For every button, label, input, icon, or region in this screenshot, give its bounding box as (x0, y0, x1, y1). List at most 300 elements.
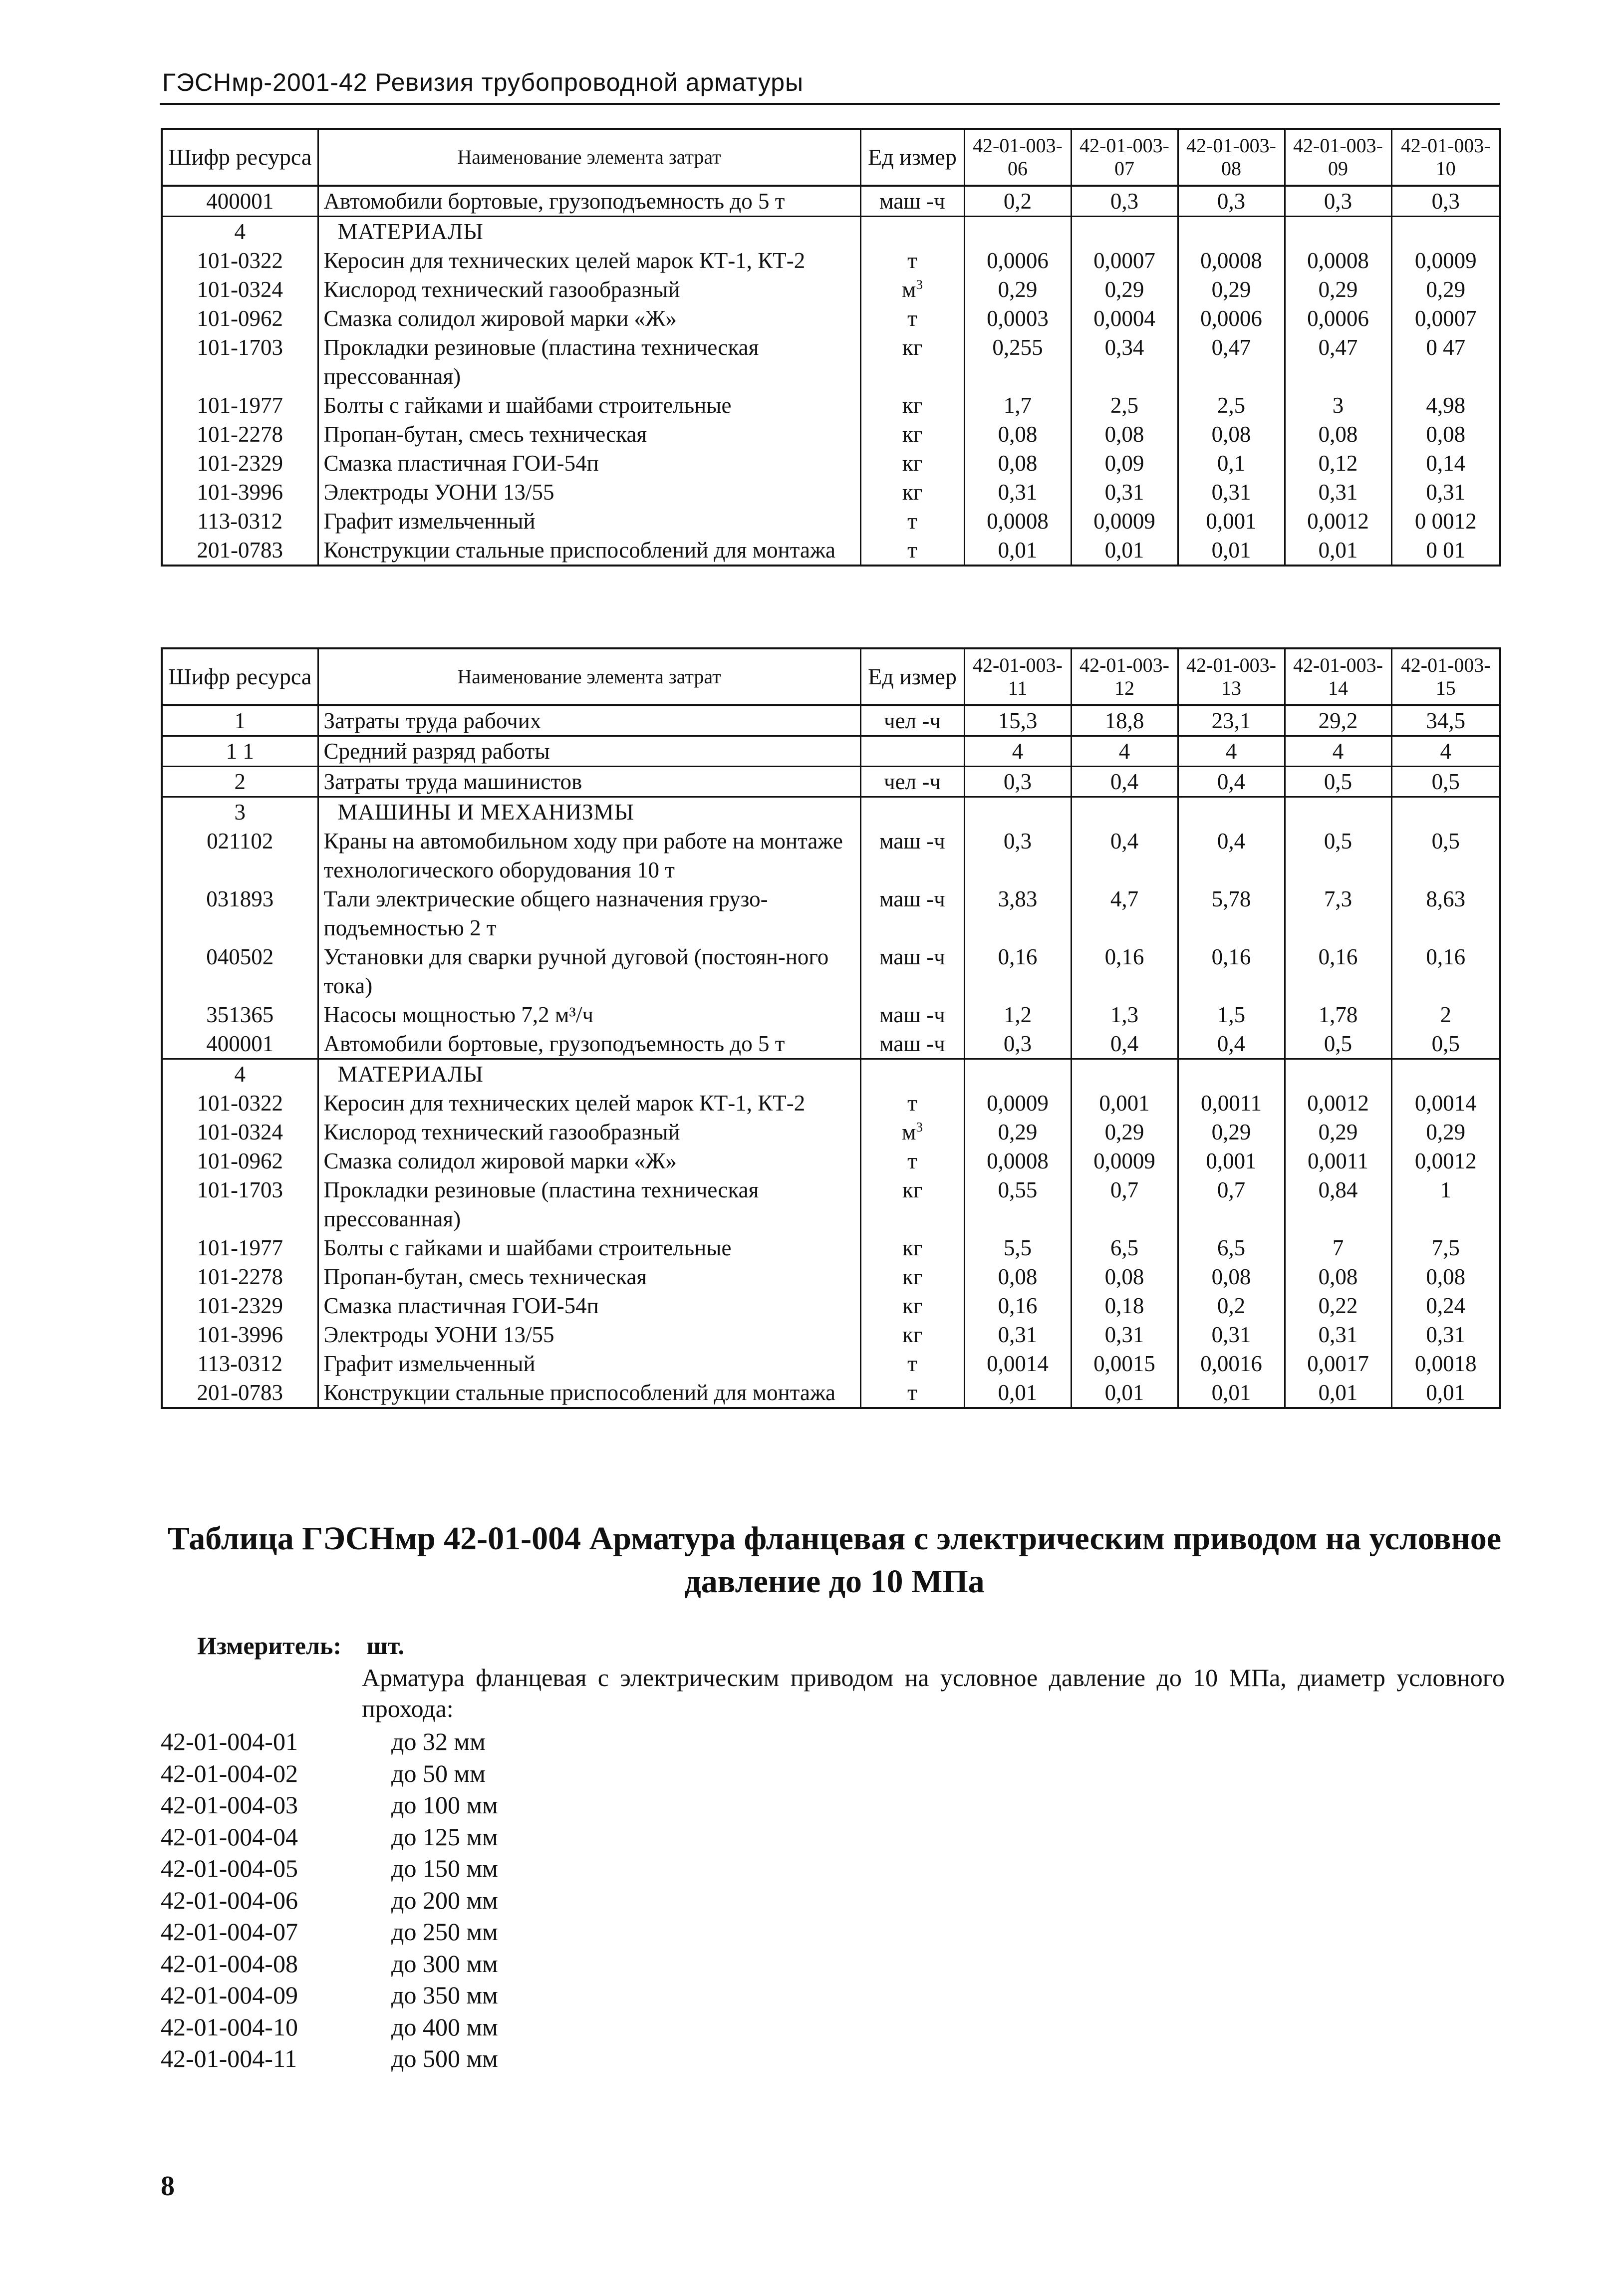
col-header-code: Шифр ресурса (162, 129, 318, 186)
norm-value: 0,01 (1285, 536, 1391, 566)
resource-name: Автомобили бортовые, грузоподъемность до 5 т (318, 1029, 860, 1059)
unit-cell: кг (860, 449, 964, 478)
item-code: 42-01-004-08 (161, 1949, 298, 1978)
empty-cell (1285, 217, 1391, 247)
resource-code: 101-0962 (162, 1146, 318, 1175)
resource-code: 113-0312 (162, 1349, 318, 1378)
norm-value: 0,01 (1285, 1378, 1391, 1408)
table-header-row (162, 648, 1500, 705)
norm-value: 2,5 (1071, 391, 1178, 420)
empty-cell (1071, 797, 1178, 827)
resource-code: 400001 (162, 1029, 318, 1059)
resource-name: Графит измельченный (318, 1349, 860, 1378)
item-row (161, 1726, 498, 1758)
unit-cell: чел -ч (860, 767, 964, 797)
section-code: 3 (162, 797, 318, 827)
resource-code: 101-0322 (162, 246, 318, 275)
resource-name: Смазка пластичная ГОИ-54п (318, 449, 860, 478)
resource-name: Конструкции стальные приспособлений для монтажа (318, 536, 860, 566)
norm-value: 0,255 (964, 333, 1071, 391)
norm-value: 0,3 (1071, 186, 1178, 217)
unit-cell: т (860, 1146, 964, 1175)
norm-value: 0,2 (1178, 1291, 1285, 1320)
norm-value: 34,5 (1391, 705, 1500, 736)
norm-value: 0,0004 (1071, 304, 1178, 333)
col-header-norm: 42-01-003-14 (1285, 648, 1391, 705)
norm-value: 5,78 (1178, 884, 1285, 942)
item-code: 42-01-004-11 (161, 2044, 297, 2072)
norm-value: 0,0006 (1285, 304, 1391, 333)
norm-value: 0,0007 (1071, 246, 1178, 275)
norm-value: 0,4 (1178, 767, 1285, 797)
norm-value: 0,0008 (1285, 246, 1391, 275)
empty-cell (1178, 1059, 1285, 1089)
resource-code: 400001 (162, 186, 318, 217)
unit-cell: кг (860, 333, 964, 391)
norm-value: 0,3 (1285, 186, 1391, 217)
norm-value: 4,98 (1391, 391, 1500, 420)
unit-cell: кг (860, 1233, 964, 1262)
norm-value: 0,01 (1071, 1378, 1178, 1408)
norm-value: 0,0018 (1391, 1349, 1500, 1378)
norm-value: 0,29 (1178, 1118, 1285, 1146)
resource-name: Электроды УОНИ 13/55 (318, 1320, 860, 1349)
item-text: до 350 мм (391, 1981, 498, 2009)
norm-value: 0,001 (1071, 1089, 1178, 1118)
table-row (162, 449, 1500, 478)
resource-code: 1 (162, 705, 318, 736)
norm-value: 0,01 (964, 1378, 1071, 1408)
norm-value: 3 (1285, 391, 1391, 420)
resource-code: 101-0324 (162, 275, 318, 304)
empty-cell (860, 217, 964, 247)
table-row (162, 1118, 1500, 1146)
unit-cell: маш -ч (860, 1000, 964, 1029)
item-text: до 125 мм (391, 1822, 498, 1851)
norm-value: 0,16 (1178, 942, 1285, 1000)
norm-value: 0,16 (964, 1291, 1071, 1320)
table-row (162, 827, 1500, 884)
unit-cell: т (860, 304, 964, 333)
table-row (162, 304, 1500, 333)
table-row (162, 1089, 1500, 1118)
norm-value: 0,31 (1178, 1320, 1285, 1349)
norm-value: 0,01 (1391, 1378, 1500, 1408)
empty-cell (1391, 1059, 1500, 1089)
unit-cell: кг (860, 1320, 964, 1349)
norm-value: 0,7 (1071, 1175, 1178, 1233)
norm-value: 0,4 (1071, 827, 1178, 884)
norm-value: 0,4 (1071, 767, 1178, 797)
norm-value: 0,5 (1285, 827, 1391, 884)
empty-cell (1391, 217, 1500, 247)
norm-value: 0,24 (1391, 1291, 1500, 1320)
col-header-name: Наименование элемента затрат (318, 648, 860, 705)
table-row (162, 507, 1500, 536)
norm-value: 0,08 (1071, 420, 1178, 449)
norm-value: 3,83 (964, 884, 1071, 942)
norm-value: 0,0006 (964, 246, 1071, 275)
norm-value: 4 (1071, 736, 1178, 767)
norm-value: 0,08 (1178, 420, 1285, 449)
norm-value: 0,0012 (1285, 507, 1391, 536)
section-name: МАТЕРИАЛЫ (318, 1059, 860, 1089)
resource-code: 040502 (162, 942, 318, 1000)
table-row (162, 1291, 1500, 1320)
norm-value: 0,01 (1178, 1378, 1285, 1408)
resource-name: Тали электрические общего назначения грузо-подъемностью 2 т (318, 884, 860, 942)
norm-value: 5,5 (964, 1233, 1071, 1262)
norm-value: 0,31 (1178, 478, 1285, 507)
norm-value: 0,5 (1285, 767, 1391, 797)
item-text: до 100 мм (391, 1791, 498, 1819)
norm-value: 0,08 (1391, 420, 1500, 449)
norm-value: 0,0017 (1285, 1349, 1391, 1378)
table-row (162, 942, 1500, 1000)
section-row (162, 1059, 1500, 1089)
empty-cell (860, 1059, 964, 1089)
item-row (161, 1758, 498, 1790)
resource-code: 101-1977 (162, 391, 318, 420)
unit-cell: маш -ч (860, 827, 964, 884)
table-row (162, 333, 1500, 391)
norm-value: 0,1 (1178, 449, 1285, 478)
item-row (161, 1948, 498, 1980)
col-header-norm: 42-01-003-09 (1285, 129, 1391, 186)
norm-value: 0,16 (964, 942, 1071, 1000)
table-row (162, 767, 1500, 797)
norm-value: 0,0003 (964, 304, 1071, 333)
item-description: Арматура фланцевая с электрическим приводом на условное давление до 10 МПа, диаметр условного прохода: (362, 1664, 1505, 1722)
norm-value: 0,0009 (964, 1089, 1071, 1118)
table-row (162, 536, 1500, 566)
norm-value: 4,7 (1071, 884, 1178, 942)
resource-code: 101-0962 (162, 304, 318, 333)
table-row (162, 1029, 1500, 1059)
norm-value: 0,55 (964, 1175, 1071, 1233)
norm-value: 0 47 (1391, 333, 1500, 391)
unit-cell: кг (860, 420, 964, 449)
unit-cell: $м^3$ (860, 1118, 964, 1146)
unit-cell: кг (860, 1262, 964, 1291)
resource-code: 101-0324 (162, 1118, 318, 1146)
norm-value: 0,08 (964, 1262, 1071, 1291)
resource-name: Керосин для технических целей марок КТ-1, КТ-2 (318, 1089, 860, 1118)
col-header-norm: 42-01-003-13 (1178, 648, 1285, 705)
norm-value: 0,29 (1391, 275, 1500, 304)
norm-value: 0,0011 (1285, 1146, 1391, 1175)
col-header-code: Шифр ресурса (162, 648, 318, 705)
norm-value: 0,29 (1071, 1118, 1178, 1146)
norm-value: 0,7 (1178, 1175, 1285, 1233)
unit-cell: маш -ч (860, 186, 964, 217)
norm-value: 0,0014 (964, 1349, 1071, 1378)
norm-value: 0,29 (1071, 275, 1178, 304)
resource-code: 021102 (162, 827, 318, 884)
table-row (162, 884, 1500, 942)
section-title: Таблица ГЭСНмр 42-01-004 Арматура фланцевая с электрическим приводом на условное давление до 10 МПа (167, 1520, 1502, 1600)
norm-value: 0,0007 (1391, 304, 1500, 333)
section-name: МАТЕРИАЛЫ (318, 217, 860, 247)
table-row (162, 1146, 1500, 1175)
item-code: 42-01-004-09 (161, 1981, 298, 2009)
norm-value: 0,0009 (1071, 507, 1178, 536)
table-row (162, 1262, 1500, 1291)
norm-value: 0,0008 (964, 1146, 1071, 1175)
col-header-unit: Ед измер (860, 648, 964, 705)
col-header-norm: 42-01-003-08 (1178, 129, 1285, 186)
resource-code: 201-0783 (162, 1378, 318, 1408)
table-row (162, 1320, 1500, 1349)
norm-value: 0,0006 (1178, 304, 1285, 333)
resource-name: Краны на автомобильном ходу при работе на монтаже технологического оборудования 10 т (318, 827, 860, 884)
table-row (162, 1378, 1500, 1408)
norm-value: 0,08 (1285, 420, 1391, 449)
col-header-unit: Ед измер (860, 129, 964, 186)
norm-value: 0,0015 (1071, 1349, 1178, 1378)
resource-name: Болты с гайками и шайбами строительные (318, 1233, 860, 1262)
table-row (162, 736, 1500, 767)
item-row (161, 1821, 498, 1853)
norm-value: 0,5 (1285, 1029, 1391, 1059)
norm-value: 0,08 (1071, 1262, 1178, 1291)
resource-code: 101-2278 (162, 420, 318, 449)
norm-value: 1,2 (964, 1000, 1071, 1029)
norm-value: 0,4 (1071, 1029, 1178, 1059)
resource-code: 351365 (162, 1000, 318, 1029)
norm-value: 1,3 (1071, 1000, 1178, 1029)
col-header-norm: 42-01-003-07 (1071, 129, 1178, 186)
item-text: до 32 мм (391, 1727, 486, 1755)
norm-value: 0,3 (964, 827, 1071, 884)
resource-name: Прокладки резиновые (пластина техническая прессованная) (318, 333, 860, 391)
norm-value: 0 01 (1391, 536, 1500, 566)
empty-cell (1071, 1059, 1178, 1089)
norm-value: 0,08 (1178, 1262, 1285, 1291)
unit-cell: т (860, 246, 964, 275)
norm-value: 0,2 (964, 186, 1071, 217)
item-text: до 250 мм (391, 1918, 498, 1946)
table-row (162, 1349, 1500, 1378)
section-row (162, 217, 1500, 247)
resource-code: 113-0312 (162, 507, 318, 536)
item-list (161, 1726, 498, 2075)
norm-value: 7,5 (1391, 1233, 1500, 1262)
resource-name: Затраты труда машинистов (318, 767, 860, 797)
norm-value: 4 (964, 736, 1071, 767)
section-name: МАШИНЫ И МЕХАНИЗМЫ (318, 797, 860, 827)
item-code: 42-01-004-01 (161, 1727, 298, 1755)
norm-value: 0,84 (1285, 1175, 1391, 1233)
resource-code: 2 (162, 767, 318, 797)
item-code: 42-01-004-02 (161, 1759, 298, 1787)
norm-value: 0 0012 (1391, 507, 1500, 536)
unit-cell: т (860, 507, 964, 536)
norm-value: 0,16 (1285, 942, 1391, 1000)
norm-value: 1,5 (1178, 1000, 1285, 1029)
item-text: до 200 мм (391, 1886, 498, 1914)
norm-value: 0,34 (1071, 333, 1178, 391)
norm-value: 0,31 (1071, 478, 1178, 507)
norm-value: 0,14 (1391, 449, 1500, 478)
unit-cell: маш -ч (860, 1029, 964, 1059)
item-row (161, 1853, 498, 1885)
table-row (162, 420, 1500, 449)
resource-name: Конструкции стальные приспособлений для монтажа (318, 1378, 860, 1408)
resource-name: Пропан-бутан, смесь техническая (318, 1262, 860, 1291)
norm-value: 0,08 (964, 420, 1071, 449)
item-code: 42-01-004-10 (161, 2012, 298, 2041)
header-rule (160, 103, 1500, 105)
table-row (162, 478, 1500, 507)
empty-cell (964, 797, 1071, 827)
col-header-name: Наименование элемента затрат (318, 129, 860, 186)
norm-value: 4 (1391, 736, 1500, 767)
resource-code: 031893 (162, 884, 318, 942)
norm-value: 0,31 (1391, 478, 1500, 507)
norm-value: 0,31 (1285, 1320, 1391, 1349)
norm-value: 0,01 (1071, 536, 1178, 566)
table-row (162, 275, 1500, 304)
item-code: 42-01-004-07 (161, 1918, 298, 1946)
empty-cell (1285, 797, 1391, 827)
empty-cell (964, 1059, 1071, 1089)
item-row (161, 1980, 498, 2011)
norm-value: 0,47 (1285, 333, 1391, 391)
resource-name: Болты с гайками и шайбами строительные (318, 391, 860, 420)
item-code: 42-01-004-05 (161, 1854, 298, 1882)
norm-value: 0,0011 (1178, 1089, 1285, 1118)
resource-code: 201-0783 (162, 536, 318, 566)
norm-value: 0,29 (1391, 1118, 1500, 1146)
resource-name: Смазка солидол жировой марки «Ж» (318, 1146, 860, 1175)
norm-value: 0,4 (1178, 827, 1285, 884)
resource-code: 101-1703 (162, 1175, 318, 1233)
resource-name: Прокладки резиновые (пластина техническая прессованная) (318, 1175, 860, 1233)
table-row (162, 1233, 1500, 1262)
norm-value: 0,001 (1178, 507, 1285, 536)
col-header-norm: 42-01-003-11 (964, 648, 1071, 705)
norm-value: 0,47 (1178, 333, 1285, 391)
resource-code: 101-2329 (162, 1291, 318, 1320)
norm-value: 0,12 (1285, 449, 1391, 478)
norm-value: 0,18 (1071, 1291, 1178, 1320)
meter-line (197, 1631, 404, 1660)
norm-value: 0,0014 (1391, 1089, 1500, 1118)
unit-cell: чел -ч (860, 705, 964, 736)
norm-value: 15,3 (964, 705, 1071, 736)
norm-value: 0,29 (1178, 275, 1285, 304)
norm-value: 0,31 (1285, 478, 1391, 507)
empty-cell (1285, 1059, 1391, 1089)
section-code: 4 (162, 217, 318, 247)
norm-value: 0,3 (964, 1029, 1071, 1059)
norm-value: 23,1 (1178, 705, 1285, 736)
item-text: до 400 мм (391, 2012, 498, 2041)
unit-cell: т (860, 1349, 964, 1378)
col-header-norm: 42-01-003-06 (964, 129, 1071, 186)
unit-cell: т (860, 1378, 964, 1408)
norm-value: 1,78 (1285, 1000, 1391, 1029)
unit-cell: кг (860, 391, 964, 420)
norm-value: 0,31 (1071, 1320, 1178, 1349)
norm-value: 0,001 (1178, 1146, 1285, 1175)
resource-name: Электроды УОНИ 13/55 (318, 478, 860, 507)
meter-value: шт. (366, 1632, 405, 1660)
unit-cell: кг (860, 1175, 964, 1233)
norm-value: 0,5 (1391, 1029, 1500, 1059)
norm-value: 0,01 (1178, 536, 1285, 566)
item-row (161, 2011, 498, 2043)
resource-code: 101-1703 (162, 333, 318, 391)
norm-value: 0,31 (964, 1320, 1071, 1349)
norm-value: 1,7 (964, 391, 1071, 420)
item-row (161, 1916, 498, 1948)
norm-value: 0,0009 (1391, 246, 1500, 275)
page-number: 8 (161, 2171, 175, 2202)
norm-value: 8,63 (1391, 884, 1500, 942)
norm-value: 0,0016 (1178, 1349, 1285, 1378)
norm-value: 2,5 (1178, 391, 1285, 420)
resource-code: 101-1977 (162, 1233, 318, 1262)
item-code: 42-01-004-06 (161, 1886, 298, 1914)
resource-name: Средний разряд работы (318, 736, 860, 767)
section-row (162, 797, 1500, 827)
meter-label: Измеритель: (197, 1632, 342, 1660)
norm-value: 0,0008 (964, 507, 1071, 536)
table-row (162, 705, 1500, 736)
unit-cell (860, 736, 964, 767)
norm-value: 29,2 (1285, 705, 1391, 736)
resource-name: Кислород технический газообразный (318, 275, 860, 304)
table-row (162, 246, 1500, 275)
norm-value: 18,8 (1071, 705, 1178, 736)
resource-name: Пропан-бутан, смесь техническая (318, 420, 860, 449)
item-text: до 300 мм (391, 1949, 498, 1978)
item-row (161, 2043, 498, 2075)
unit-cell: кг (860, 478, 964, 507)
item-code: 42-01-004-04 (161, 1822, 298, 1851)
resource-name: Керосин для технических целей марок КТ-1, КТ-2 (318, 246, 860, 275)
item-code: 42-01-004-03 (161, 1791, 298, 1819)
norm-value: 7,3 (1285, 884, 1391, 942)
empty-cell (1391, 797, 1500, 827)
resource-code: 101-3996 (162, 1320, 318, 1349)
norm-value: 0,5 (1391, 827, 1500, 884)
norm-value: 7 (1285, 1233, 1391, 1262)
table-row (162, 391, 1500, 420)
norm-value: 0,4 (1178, 1029, 1285, 1059)
unit-cell: $м^3$ (860, 275, 964, 304)
unit-cell: маш -ч (860, 884, 964, 942)
norm-value: 0,08 (964, 449, 1071, 478)
norm-value: 0,08 (1285, 1262, 1391, 1291)
resource-name: Установки для сварки ручной дуговой (постоян-ного тока) (318, 942, 860, 1000)
resource-code: 101-2278 (162, 1262, 318, 1291)
section-code: 4 (162, 1059, 318, 1089)
col-header-norm: 42-01-003-12 (1071, 648, 1178, 705)
table-header-row (162, 129, 1500, 186)
norm-value: 0,0008 (1178, 246, 1285, 275)
running-header: ГЭСНмр-2001-42 Ревизия трубопроводной арматуры (162, 68, 804, 96)
norm-value: 0,16 (1391, 942, 1500, 1000)
empty-cell (1178, 797, 1285, 827)
resource-table-bottom (161, 647, 1501, 1409)
resource-table-top (161, 128, 1501, 567)
resource-name: Автомобили бортовые, грузоподъемность до 5 т (318, 186, 860, 217)
norm-value: 0,0012 (1391, 1146, 1500, 1175)
norm-value: 0,31 (1391, 1320, 1500, 1349)
